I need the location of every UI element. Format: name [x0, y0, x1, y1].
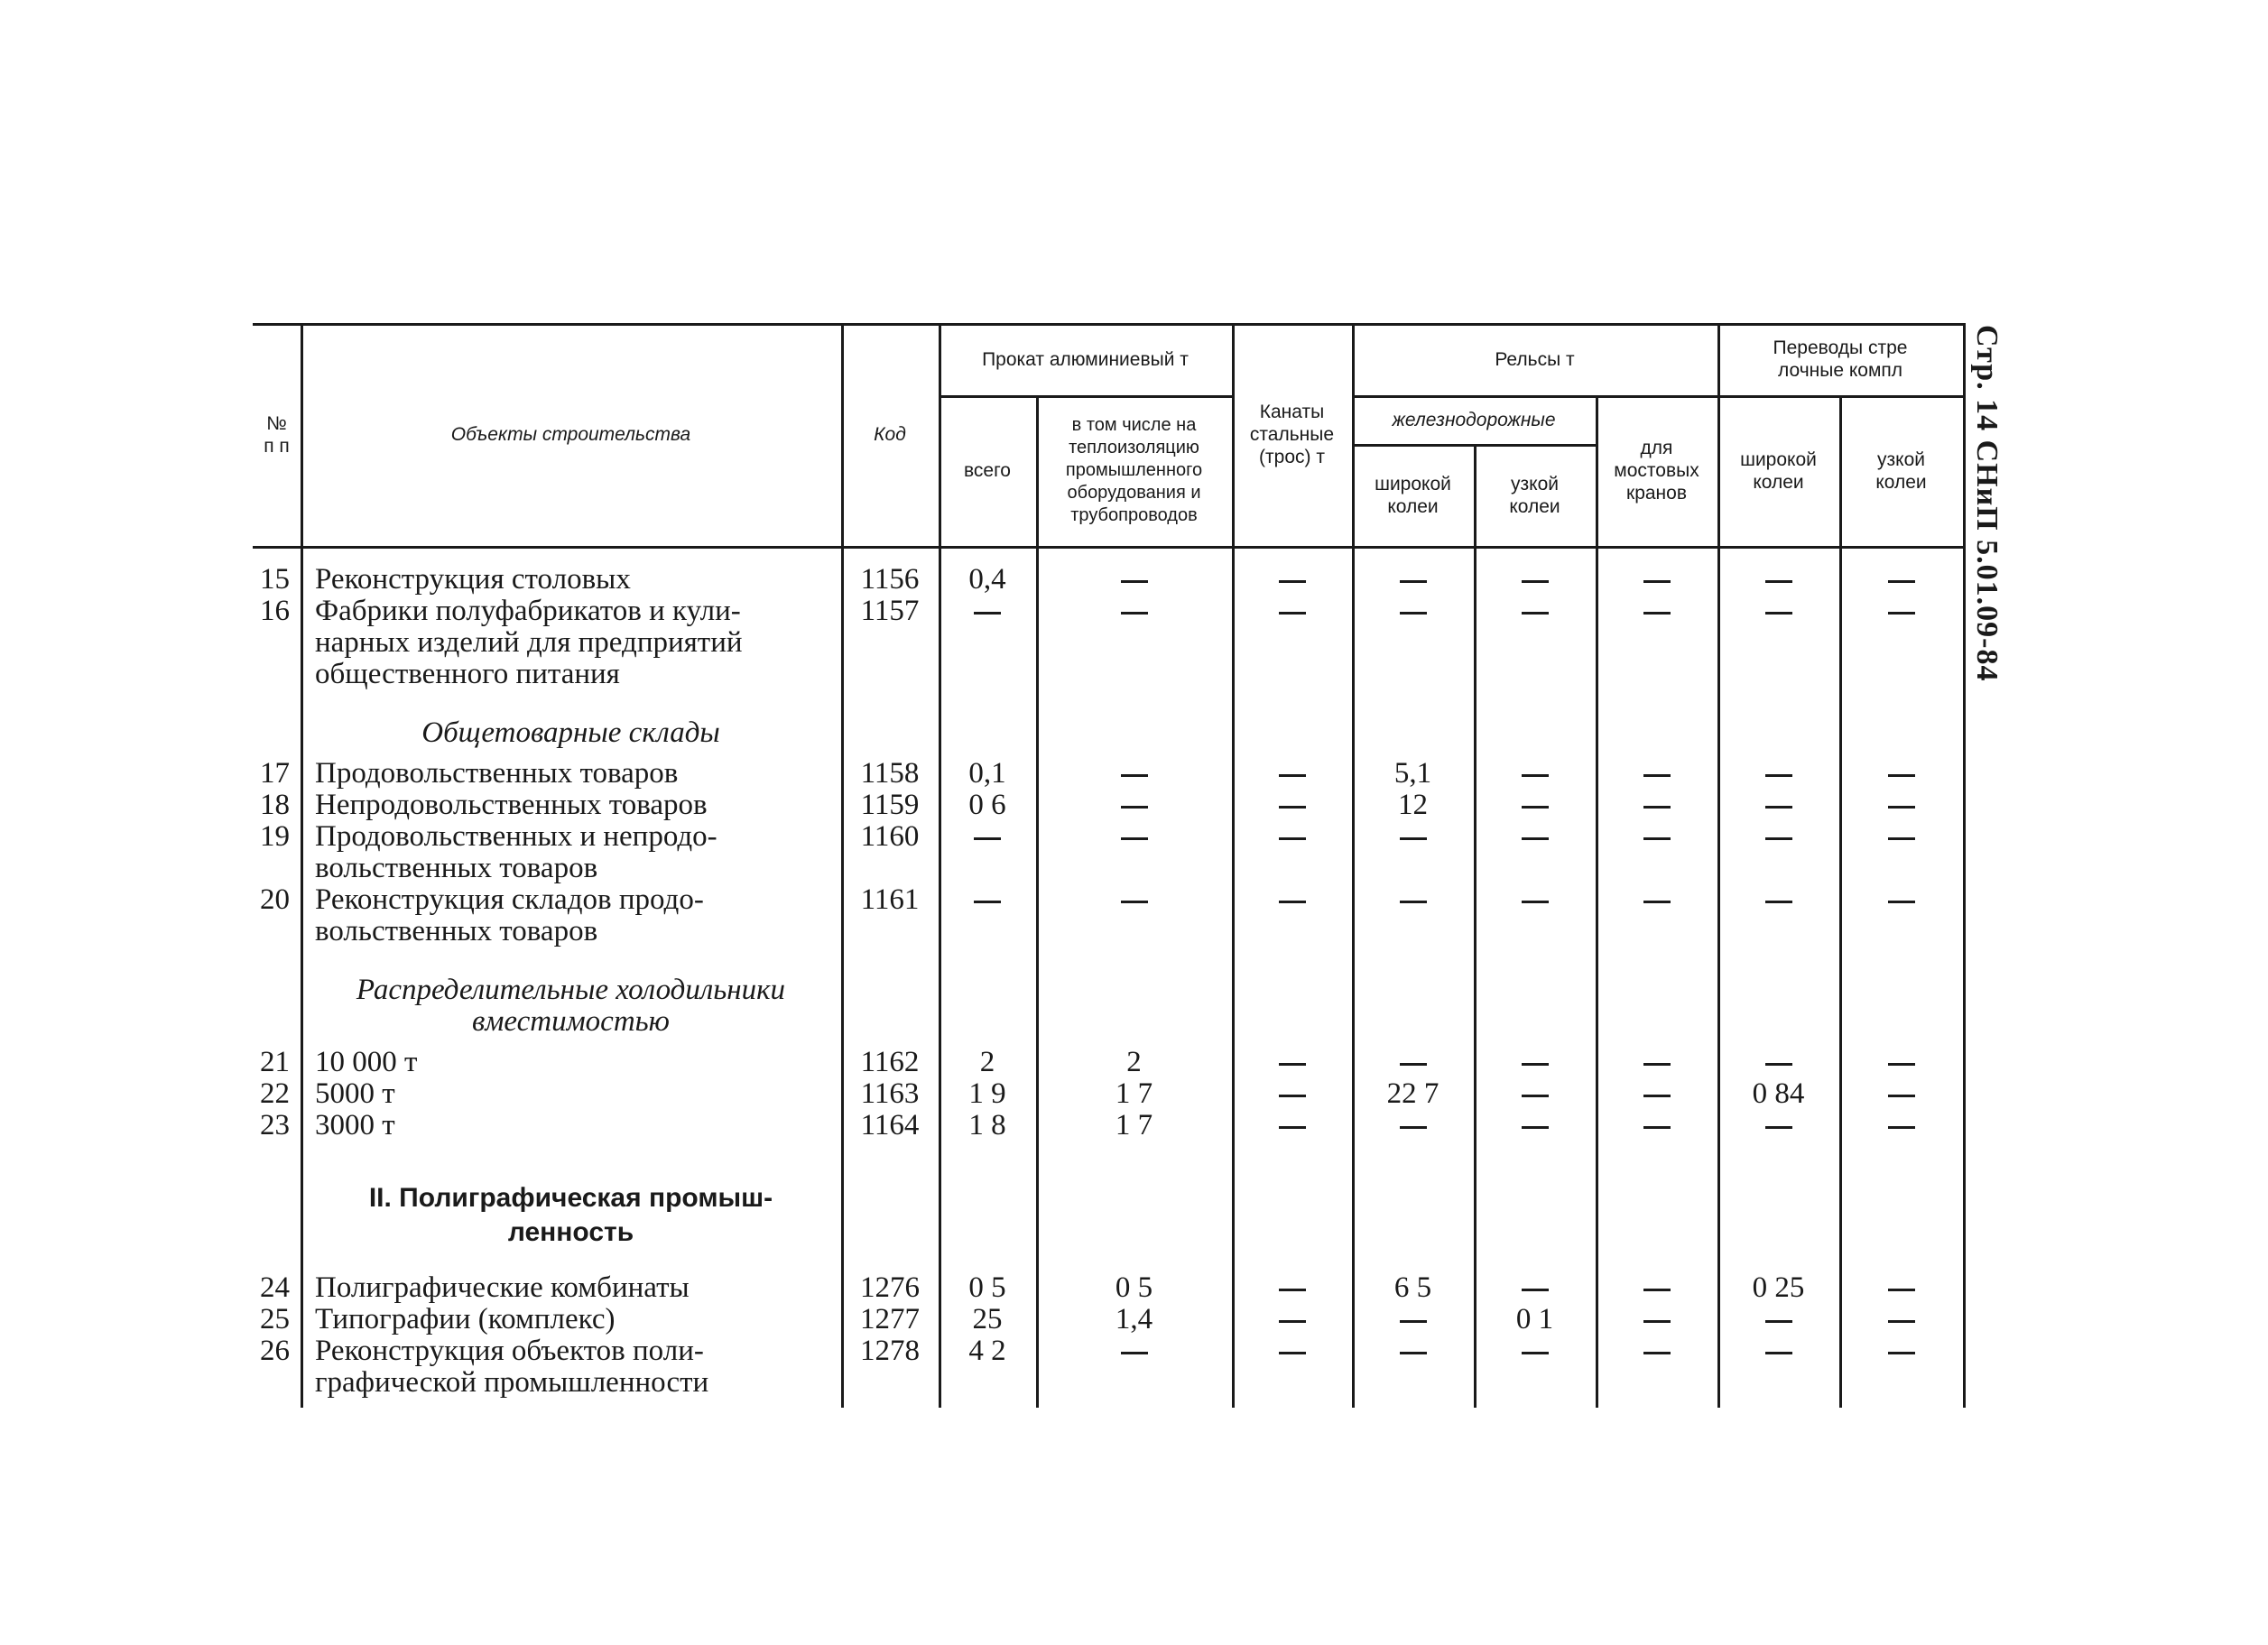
row-object-name: общественного питания	[315, 658, 620, 690]
row-value: 0 5	[968, 1271, 1006, 1304]
row-object-name: Реконструкция складов продо-	[315, 883, 704, 916]
empty-cell-dash	[1643, 1095, 1671, 1097]
empty-cell-dash	[1643, 1126, 1671, 1129]
empty-cell-dash	[1279, 580, 1306, 583]
col-rule-objR	[841, 323, 844, 1408]
header-rails: Рельсы т	[1495, 348, 1575, 370]
section-title-fridges-line2: вместимостью	[472, 1005, 670, 1038]
row-object-name: Непродовольственных товаров	[315, 789, 708, 821]
empty-cell-dash	[1400, 1352, 1427, 1354]
section-title-fridges: Распределительные холодильники	[356, 974, 786, 1006]
row-object-name: Типографии (комплекс)	[315, 1303, 616, 1335]
col-rule-right	[1963, 323, 1966, 1408]
row-value: 1 8	[968, 1109, 1006, 1141]
empty-cell-dash	[1121, 806, 1148, 809]
row-code: 1277	[860, 1303, 920, 1335]
row-number: 21	[260, 1046, 290, 1078]
row-code: 1278	[860, 1335, 920, 1367]
row-value: 1 9	[968, 1077, 1006, 1110]
empty-cell-dash	[1765, 837, 1792, 840]
empty-cell-dash	[1643, 837, 1671, 840]
empty-cell-dash	[1522, 901, 1549, 903]
empty-cell-dash	[1765, 612, 1792, 615]
header-prokat: Прокат алюминиевый т	[982, 348, 1189, 370]
col-rule-narR	[1596, 395, 1598, 1408]
header-kanaty: Канаты стальные (трос) т	[1249, 402, 1335, 467]
row-value: 4 2	[968, 1335, 1006, 1367]
table-top-rule	[253, 323, 1963, 326]
row-value: 22 7	[1386, 1077, 1439, 1110]
header-rule-rails	[1352, 395, 1717, 398]
empty-cell-dash	[1121, 580, 1148, 583]
header-code: Код	[874, 424, 906, 445]
row-number: 17	[260, 757, 290, 790]
col-rule-inclR	[1232, 323, 1235, 1408]
empty-cell-dash	[1279, 1126, 1306, 1129]
row-value: 2	[979, 1046, 995, 1078]
empty-cell-dash	[1121, 774, 1148, 777]
empty-cell-dash	[1888, 774, 1915, 777]
row-value: 2	[1126, 1046, 1142, 1078]
empty-cell-dash	[1888, 1289, 1915, 1291]
empty-cell-dash	[1888, 612, 1915, 615]
section-title-warehouses: Общетоварные склады	[421, 716, 720, 749]
empty-cell-dash	[1121, 1352, 1148, 1354]
row-object-name: Реконструкция столовых	[315, 563, 631, 596]
row-code: 1159	[860, 789, 920, 821]
header-objects: Объекты строительства	[450, 424, 691, 445]
row-object-name: 3000 т	[315, 1109, 395, 1141]
empty-cell-dash	[974, 901, 1001, 903]
empty-cell-dash	[1279, 612, 1306, 615]
empty-cell-dash	[1522, 580, 1549, 583]
row-value: 5,1	[1393, 757, 1432, 790]
row-value: 1 7	[1115, 1109, 1153, 1141]
empty-cell-dash	[1279, 774, 1306, 777]
empty-cell-dash	[1279, 1320, 1306, 1323]
empty-cell-dash	[1888, 1352, 1915, 1354]
empty-cell-dash	[1400, 1320, 1427, 1323]
row-value: 25	[972, 1303, 1003, 1335]
header-switches: Переводы стре лочные компл	[1773, 337, 1908, 381]
empty-cell-dash	[1279, 1289, 1306, 1291]
row-number: 25	[260, 1303, 290, 1335]
empty-cell-dash	[1765, 1352, 1792, 1354]
row-value: 0 84	[1752, 1077, 1805, 1110]
empty-cell-dash	[1643, 612, 1671, 615]
row-number: 15	[260, 563, 290, 596]
empty-cell-dash	[1522, 806, 1549, 809]
row-code: 1163	[860, 1077, 920, 1110]
empty-cell-dash	[974, 837, 1001, 840]
section-title-polygraphy-line2: ленность	[507, 1217, 634, 1247]
empty-cell-dash	[1765, 901, 1792, 903]
row-value: 0,1	[968, 757, 1006, 790]
header-rails-wide: широкой колеи	[1375, 473, 1451, 517]
empty-cell-dash	[1765, 806, 1792, 809]
empty-cell-dash	[1400, 580, 1427, 583]
empty-cell-dash	[1643, 1289, 1671, 1291]
empty-cell-dash	[1279, 1352, 1306, 1354]
empty-cell-dash	[974, 612, 1001, 615]
row-number: 22	[260, 1077, 290, 1110]
header-prokat-total: всего	[964, 460, 1011, 481]
section-title-polygraphy: II. Полиграфическая промыш-	[368, 1183, 773, 1213]
empty-cell-dash	[1765, 1320, 1792, 1323]
row-object-name: 10 000 т	[315, 1046, 418, 1078]
row-number: 24	[260, 1271, 290, 1304]
row-code: 1162	[860, 1046, 920, 1078]
row-object-name: Реконструкция объектов поли-	[315, 1335, 704, 1367]
row-object-name: 5000 т	[315, 1077, 395, 1110]
row-number: 18	[260, 789, 290, 821]
empty-cell-dash	[1888, 837, 1915, 840]
row-code: 1160	[860, 820, 920, 853]
empty-cell-dash	[1643, 580, 1671, 583]
empty-cell-dash	[1643, 1063, 1671, 1066]
col-rule-codeR	[939, 323, 941, 1408]
empty-cell-dash	[1643, 1320, 1671, 1323]
empty-cell-dash	[1279, 1063, 1306, 1066]
row-value: 6 5	[1393, 1271, 1432, 1304]
col-rule-totR	[1036, 395, 1039, 1408]
row-value: 0 6	[968, 789, 1006, 821]
side-page-title: Стр. 14 СНиП 5.01.09-84	[1970, 325, 2004, 682]
row-object-name: Продовольственных товаров	[315, 757, 679, 790]
empty-cell-dash	[1643, 901, 1671, 903]
empty-cell-dash	[1522, 1095, 1549, 1097]
row-number: 16	[260, 595, 290, 627]
row-value: 0,4	[968, 563, 1006, 596]
empty-cell-dash	[1400, 1063, 1427, 1066]
row-code: 1276	[860, 1271, 920, 1304]
row-value: 0 1	[1515, 1303, 1554, 1335]
row-code: 1164	[860, 1109, 920, 1141]
empty-cell-dash	[1522, 774, 1549, 777]
row-value: 0 5	[1115, 1271, 1153, 1304]
row-number: 26	[260, 1335, 290, 1367]
col-rule-wideR	[1474, 444, 1477, 1408]
empty-cell-dash	[1279, 837, 1306, 840]
empty-cell-dash	[1765, 1063, 1792, 1066]
row-code: 1156	[860, 563, 920, 596]
empty-cell-dash	[1522, 1126, 1549, 1129]
empty-cell-dash	[1765, 774, 1792, 777]
empty-cell-dash	[1888, 901, 1915, 903]
empty-cell-dash	[1765, 580, 1792, 583]
empty-cell-dash	[1888, 1320, 1915, 1323]
row-object-name: Полиграфические комбинаты	[315, 1271, 690, 1304]
header-prokat-incl: в том числе на теплоизоляцию промышленного оборудования и трубопроводов	[1065, 415, 1203, 525]
row-number: 23	[260, 1109, 290, 1141]
empty-cell-dash	[1522, 1063, 1549, 1066]
table-header-bottom-rule	[253, 546, 1963, 549]
empty-cell-dash	[1643, 1352, 1671, 1354]
row-number: 20	[260, 883, 290, 916]
row-object-name: вольственных товаров	[315, 852, 598, 884]
header-rails-narrow: узкой колеи	[1509, 473, 1560, 517]
row-object-name: Продовольственных и непродо-	[315, 820, 717, 853]
empty-cell-dash	[1522, 612, 1549, 615]
row-value: 1,4	[1115, 1303, 1153, 1335]
empty-cell-dash	[1522, 1352, 1549, 1354]
row-value: 12	[1398, 789, 1428, 821]
empty-cell-dash	[1400, 612, 1427, 615]
empty-cell-dash	[1522, 837, 1549, 840]
empty-cell-dash	[1400, 1126, 1427, 1129]
row-value: 0 25	[1752, 1271, 1805, 1304]
header-rule-prokat	[939, 395, 1232, 398]
empty-cell-dash	[1279, 901, 1306, 903]
empty-cell-dash	[1888, 580, 1915, 583]
row-object-name: Фабрики полуфабрикатов и кули-	[315, 595, 741, 627]
empty-cell-dash	[1522, 1289, 1549, 1291]
empty-cell-dash	[1279, 806, 1306, 809]
header-switches-wide: широкой колеи	[1740, 448, 1817, 493]
empty-cell-dash	[1121, 837, 1148, 840]
empty-cell-dash	[1888, 1095, 1915, 1097]
empty-cell-dash	[1121, 612, 1148, 615]
row-value: 1 7	[1115, 1077, 1153, 1110]
header-switches-narrow: узкой колеи	[1875, 448, 1927, 493]
row-code: 1157	[860, 595, 920, 627]
row-object-name: нарных изделий для предприятий	[315, 626, 743, 659]
empty-cell-dash	[1765, 1126, 1792, 1129]
header-num: № п п	[264, 412, 290, 457]
empty-cell-dash	[1400, 837, 1427, 840]
row-number: 19	[260, 820, 290, 853]
empty-cell-dash	[1888, 1063, 1915, 1066]
empty-cell-dash	[1643, 774, 1671, 777]
row-code: 1161	[860, 883, 920, 916]
empty-cell-dash	[1888, 806, 1915, 809]
empty-cell-dash	[1400, 901, 1427, 903]
row-object-name: графической промышленности	[315, 1366, 709, 1399]
empty-cell-dash	[1121, 901, 1148, 903]
header-rails-railway: железнодорожные	[1392, 409, 1556, 430]
header-rails-crane: для мостовых кранов	[1614, 438, 1699, 504]
empty-cell-dash	[1888, 1126, 1915, 1129]
row-object-name: вольственных товаров	[315, 915, 598, 947]
empty-cell-dash	[1643, 806, 1671, 809]
col-rule-swWideR	[1839, 395, 1842, 1408]
row-code: 1158	[860, 757, 920, 790]
empty-cell-dash	[1279, 1095, 1306, 1097]
